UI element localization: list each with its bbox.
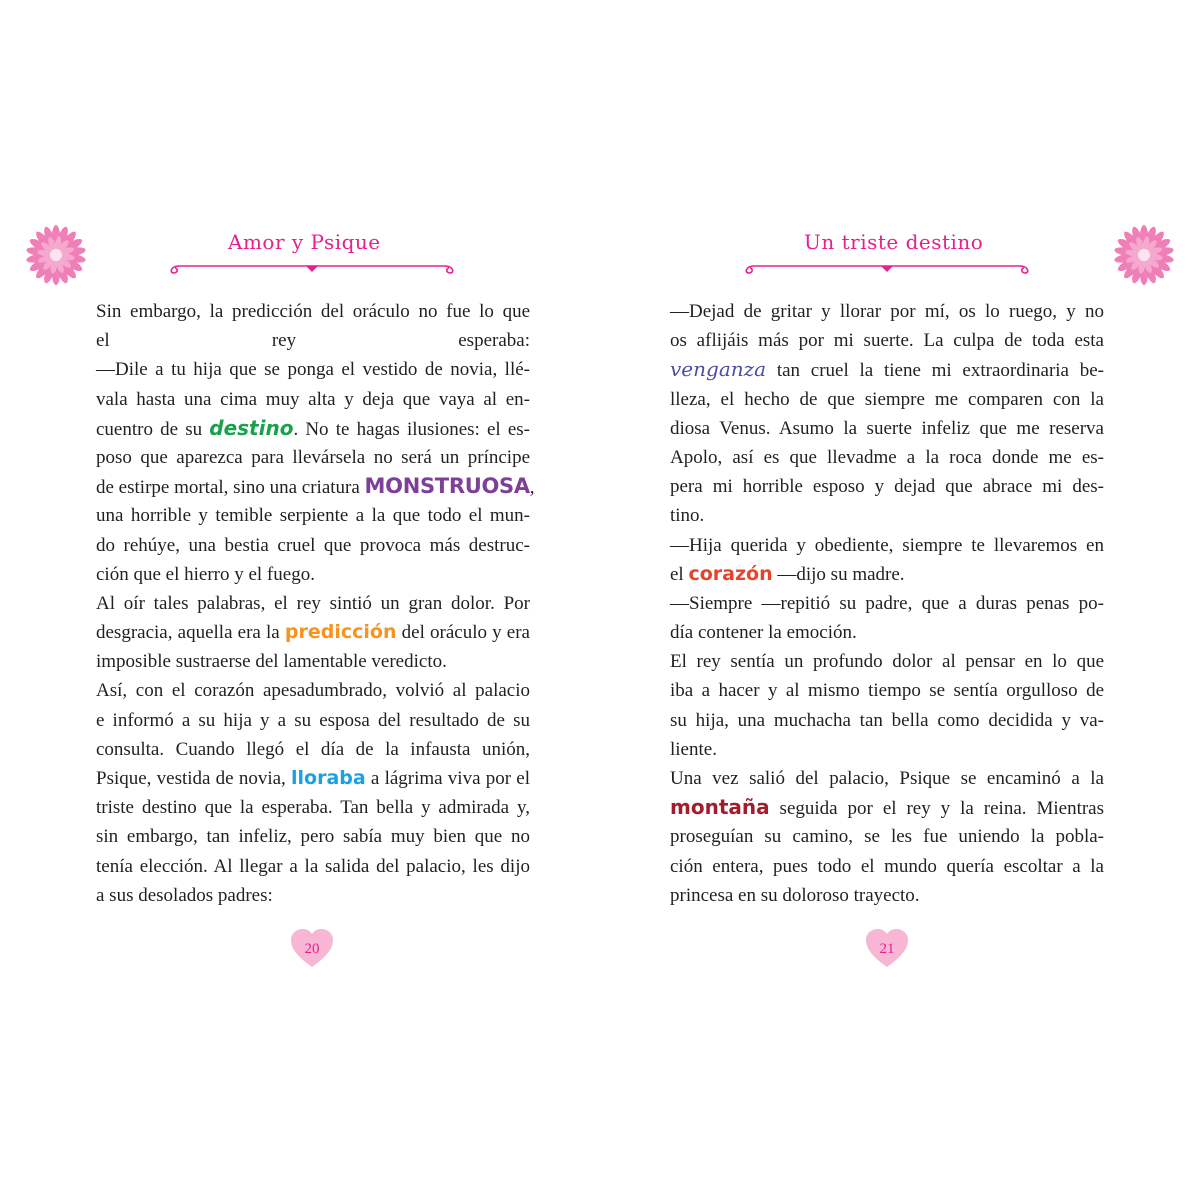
text-run: tino. bbox=[670, 505, 705, 527]
text-line bbox=[96, 297, 530, 326]
text-line bbox=[96, 589, 530, 618]
text-line bbox=[96, 618, 530, 647]
text-run: Psique, vestida de novia, bbox=[96, 768, 291, 789]
flourish-divider-icon bbox=[740, 259, 1034, 275]
highlighted-word-venganza: venganza bbox=[670, 357, 767, 382]
text-line bbox=[670, 531, 1104, 560]
text-run: a sus desolados padres: bbox=[96, 884, 273, 906]
text-line bbox=[670, 852, 1104, 881]
text-line bbox=[670, 647, 1104, 676]
text-line bbox=[96, 443, 530, 472]
text-line bbox=[96, 647, 530, 676]
text-run: Al oír tales palabras, el rey sintió un gran dolor. Por bbox=[96, 592, 530, 614]
text-line bbox=[96, 414, 530, 443]
highlighted-word-corazon: corazón bbox=[688, 562, 773, 585]
body-text bbox=[96, 297, 535, 910]
text-run: —Dejad de gritar y llorar por mí, os lo ruego, y no bbox=[670, 301, 1104, 322]
body-text bbox=[670, 297, 1104, 910]
text-run: triste destino que la esperaba. Tan bella y admirada y, bbox=[96, 797, 530, 819]
text-run: el rey esperaba: bbox=[96, 330, 530, 352]
page-number: 21 bbox=[879, 941, 895, 957]
text-run: a lágrima viva por el bbox=[365, 768, 530, 789]
text-run: seguida por el rey y la reina. Mientras bbox=[769, 798, 1104, 820]
text-line bbox=[96, 472, 535, 501]
text-run: liente. bbox=[670, 738, 717, 760]
text-run: e informó a su hija y a su esposa del resultado de su bbox=[96, 709, 530, 731]
flourish-divider-icon bbox=[165, 259, 459, 275]
text-run: del oráculo y era bbox=[396, 622, 530, 644]
text-run: proseguían su camino, se les fue uniendo la pobla- bbox=[670, 826, 1104, 848]
right-page bbox=[600, 0, 1200, 1200]
text-run: princesa en su doloroso trayecto. bbox=[670, 884, 920, 906]
text-line bbox=[670, 501, 1104, 530]
text-line bbox=[96, 501, 530, 530]
text-run: una horrible y temible serpiente a la que todo el mun- bbox=[96, 505, 530, 527]
text-line bbox=[96, 385, 530, 414]
text-line bbox=[670, 443, 1104, 472]
text-line bbox=[670, 355, 1104, 384]
text-run: ción entera, pues todo el mundo quería escoltar a la bbox=[670, 855, 1104, 877]
text-line bbox=[670, 472, 1104, 501]
text-line bbox=[670, 764, 1104, 793]
page-number-badge bbox=[865, 929, 909, 969]
text-line bbox=[670, 326, 1104, 355]
text-run: desgracia, aquella era la bbox=[96, 622, 285, 644]
text-run: Sin embargo, la predicción del oráculo no fue lo que bbox=[96, 301, 530, 322]
text-run: tenía elección. Al llegar a la salida del palacio, les dijo bbox=[96, 855, 530, 877]
text-run: ción que el hierro y el fuego. bbox=[96, 563, 315, 585]
text-line bbox=[96, 676, 530, 705]
text-line bbox=[670, 297, 1104, 326]
highlighted-word-monstruosa: MONSTRUOSA bbox=[364, 474, 530, 499]
text-line bbox=[670, 822, 1104, 851]
text-run: . No te hagas ilusiones: el es- bbox=[293, 418, 530, 440]
text-line bbox=[670, 560, 1104, 589]
text-run: —Dile a tu hija que se ponga el vestido de novia, llé- bbox=[96, 359, 530, 381]
text-run: iba a hacer y al mismo tiempo se sentía orgulloso de bbox=[670, 680, 1104, 702]
text-line bbox=[670, 618, 1104, 647]
text-run: su hija, una muchacha tan bella como decidida y va- bbox=[670, 709, 1104, 731]
text-run: de estirpe mortal, sino una criatura bbox=[96, 477, 365, 499]
text-run: —dijo su madre. bbox=[772, 563, 905, 585]
text-run: Apolo, así es que llevadme a la roca donde me es- bbox=[670, 446, 1104, 468]
pink-daisy-icon bbox=[24, 225, 88, 285]
text-line bbox=[670, 676, 1104, 705]
text-run: —Siempre —repitió su padre, que a duras penas po- bbox=[670, 592, 1104, 614]
highlighted-word-lloraba: lloraba bbox=[291, 767, 366, 789]
text-line bbox=[670, 735, 1104, 764]
running-head: Un triste destino bbox=[804, 230, 984, 254]
text-run: vala hasta una cima muy alta y deja que vaya al en- bbox=[96, 388, 530, 410]
text-run: consulta. Cuando llegó el día de la infausta unión, bbox=[96, 738, 530, 760]
text-run: sin embargo, tan infeliz, pero sabía muy bien que no bbox=[96, 826, 530, 848]
text-run: Una vez salió del palacio, Psique se encaminó a la bbox=[670, 768, 1104, 789]
text-line bbox=[670, 793, 1104, 822]
page-number: 20 bbox=[304, 941, 320, 957]
text-line bbox=[670, 385, 1104, 414]
text-line bbox=[670, 706, 1104, 735]
text-run: poso que aparezca para llevársela no será un príncipe bbox=[96, 446, 530, 468]
text-run: tan cruel la tiene mi extraordinaria be- bbox=[766, 360, 1104, 382]
page-number-badge bbox=[290, 929, 334, 969]
text-line bbox=[96, 852, 530, 881]
text-line bbox=[96, 531, 530, 560]
text-run: Así, con el corazón apesadumbrado, volvió al palacio bbox=[96, 680, 530, 702]
text-run: , bbox=[529, 477, 535, 499]
running-head: Amor y Psique bbox=[228, 230, 381, 254]
text-line bbox=[96, 326, 530, 355]
text-run: do rehúye, una bestia cruel que provoca más destruc- bbox=[96, 534, 530, 556]
text-run: lleza, el hecho de que siempre me comparen con la bbox=[670, 388, 1104, 410]
text-run: cuentro de su bbox=[96, 418, 210, 440]
text-line bbox=[670, 881, 1104, 910]
text-line bbox=[96, 706, 530, 735]
highlighted-word-montana: montaña bbox=[670, 795, 770, 820]
pink-daisy-icon bbox=[1112, 225, 1176, 285]
text-run: os aflijáis más por mi suerte. La culpa de toda esta bbox=[670, 330, 1104, 352]
text-run: El rey sentía un profundo dolor al pensar en lo que bbox=[670, 651, 1104, 673]
text-line bbox=[670, 414, 1104, 443]
text-run: imposible sustraerse del lamentable veredicto. bbox=[96, 651, 447, 673]
text-run: día contener la emoción. bbox=[670, 622, 857, 644]
text-run: el bbox=[670, 563, 689, 585]
text-line bbox=[96, 355, 530, 384]
text-line bbox=[96, 735, 530, 764]
highlighted-word-prediccion: predicción bbox=[284, 621, 397, 644]
text-line bbox=[96, 560, 530, 589]
text-line bbox=[96, 822, 530, 851]
text-line bbox=[96, 764, 530, 793]
text-line bbox=[96, 881, 530, 910]
text-run: —Hija querida y obediente, siempre te llevaremos en bbox=[670, 534, 1104, 556]
text-line bbox=[96, 793, 530, 822]
text-line bbox=[670, 589, 1104, 618]
text-run: diosa Venus. Asumo la suerte infeliz que me reserva bbox=[670, 417, 1104, 439]
highlighted-word-destino: destino bbox=[209, 415, 294, 440]
text-run: pera mi horrible esposo y dejad que abrace mi des- bbox=[670, 476, 1104, 498]
